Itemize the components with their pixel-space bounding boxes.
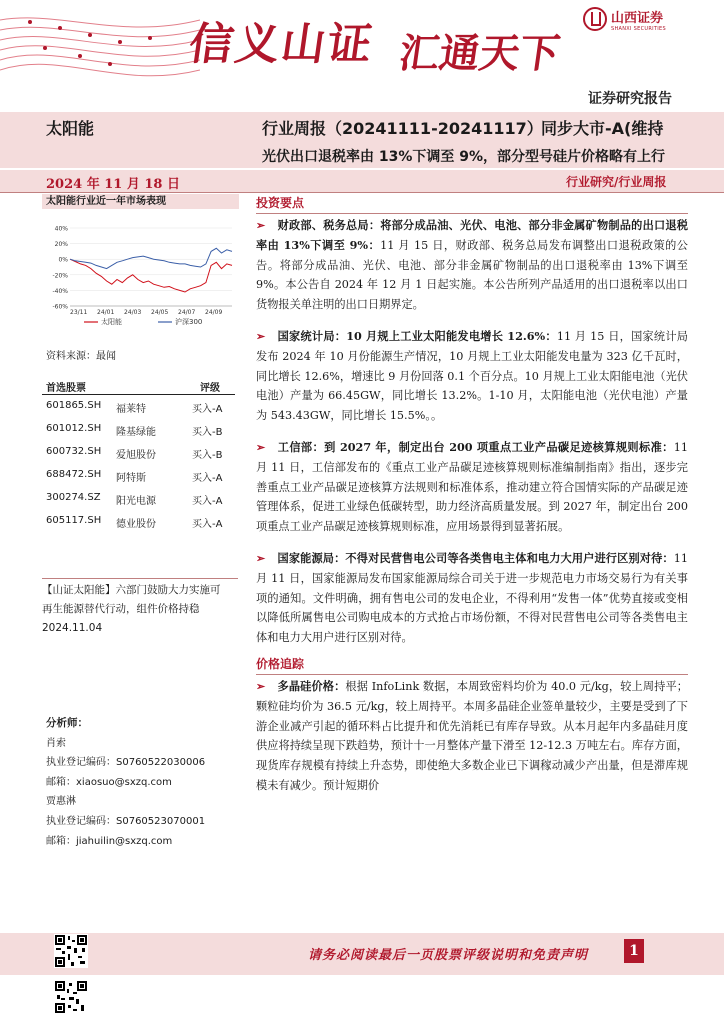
industry-name: 太阳能 [46,119,95,138]
stock-name: 爱旭股份 [116,450,156,461]
page-number: 1 [624,939,644,963]
weekly-title: 行业周报（20241111-20241117） [262,119,543,138]
qr-code-icon [54,980,88,1014]
point-4-bold: 国家能源局：不得对民营售电公司等各类售电主体和电力大用户进行区别对待： [277,550,674,565]
analyst2-name: 贾惠淋 [46,796,76,808]
stocks-header-rating: 评级 [200,383,220,394]
analysts-title: 分析师： [46,717,88,729]
table-row [42,487,235,510]
series-line-csi300 [70,248,232,268]
stock-code: 601012.SH [46,423,102,434]
stock-rating: 买入-A [192,496,223,507]
y-tick-label: -40% [52,287,68,295]
analyst2-cert: 执业登记编码：S0760523070001 [46,815,206,827]
point-2-bold: 国家统计局：10 月规上工业太阳能发电增长 12.6%： [277,328,557,343]
stocks-header-stock: 首选股票 [46,383,86,394]
triangle-bullet-icon: ➢ [256,439,266,454]
stock-name: 隆基绿能 [116,427,156,438]
stock-name: 阿特斯 [116,473,146,484]
x-tick-label: 24/07 [178,309,196,316]
y-tick-label: 20% [54,241,68,249]
report-date: 2024 年 11 月 18 日 [46,177,180,192]
slogan-right: 汇通天下 [396,30,563,77]
table-row [42,395,235,418]
triangle-bullet-icon: ➢ [256,678,266,693]
point-2 [256,327,688,426]
table-row [42,441,235,464]
performance-chart [44,222,236,332]
point-4 [256,549,688,648]
data-source: 资料来源：最闻 [46,351,116,362]
y-tick-label: -20% [52,272,68,280]
stock-code: 600732.SH [46,446,102,457]
stock-rating: 买入-B [192,427,223,438]
point-3-text: 11 月 11 日，工信部发布的《重点工业产品碳足迹核算规则标准编制指南》指出，逐步完善重点工业产品碳足迹核算方法规则和标准体系，推动建立符合国情实际的产品碳足迹管理体系，促进工业绿色低碳转型，助力经济高质量发展。到 2027 年，制定出台 200 项重点工业产品碳足迹核算规则标准，应用场景得到显著拓展。 [256,440,688,534]
table-row [42,418,235,441]
table-row [42,510,235,533]
stock-rating: 买入-A [192,519,223,530]
x-tick-label: 23/11 [70,309,88,316]
section-price-tracking: 价格追踪 [256,654,688,675]
analyst1-cert: 执业登记编码：S0760522030006 [46,757,206,769]
stock-code: 300274.SZ [46,492,101,503]
stock-code: 688472.SH [46,469,102,480]
stock-code: 601865.SH [46,400,102,411]
point-4-text: 11 月 11 日，国家能源局发布国家能源局综合司关于进一步规范电力市场交易行为有关事项的通知。文件明确，拥有售电公司的发电企业，不得利用“发售一体”优势直接或变相以降低所属售电公司购电成本的方式抢占市场份额，不得对民营售电公司等各类售电主体和电力大用户进行区别对待。 [256,551,688,645]
point-5 [256,677,688,796]
logo-en-text: SHANXI SECURITIES [611,25,666,32]
stock-name: 德业股份 [116,519,156,530]
related-reports [42,578,238,638]
analysts-block [46,714,236,851]
triangle-bullet-icon: ➢ [256,328,266,343]
related-report-date: 2024.11.04 [42,622,103,634]
legend-label: 太阳能 [101,318,122,326]
x-tick-label: 24/05 [151,309,169,316]
related-report-line2[interactable]: 再生能源替代行动，组件价格持稳 [42,603,200,615]
main-content [256,193,688,796]
point-3 [256,438,688,537]
report-category: 行业研究/行业周报 [566,175,667,189]
x-tick-label: 24/09 [205,309,223,316]
legend-label: 沪深300 [175,318,203,326]
analyst2-email[interactable]: 邮箱：jiahuilin@sxzq.com [46,835,173,847]
table-row [42,464,235,487]
slogan-left: 信义山证 [185,19,377,70]
decorative-lines [0,0,200,112]
stocks-header [42,378,235,395]
stock-name: 阳光电源 [116,496,156,507]
stock-rating: 买入-B [192,450,223,461]
stock-code: 605117.SH [46,515,102,526]
logo-cn-text: 山西证券 [611,10,664,26]
stock-rating: 买入-A [192,473,223,484]
triangle-bullet-icon: ➢ [256,218,266,232]
qr-code-icon [54,934,88,968]
y-tick-label: -60% [52,303,68,311]
report-type: 证券研究报告 [588,91,672,107]
stock-name: 福莱特 [116,404,146,415]
point-5-text: 根据 InfoLink 数据，本周致密料均价为 40.0 元/kg，较上周持平；颗粒硅均价为 36.5 元/kg，较上周持平。本周多晶硅企业签单量较少，主要是受到了下游企业减产引起的循环料占比提升和优先消耗已有库存导致。从本月起年内多晶硅月度供应将持续呈现下跌趋势，预计十一月整体产量下滑至 12-12.3 万吨左右。库存方面，现货库存规模有持续上升态势，即使绝大多数企业已下调稼动减少产出量，但是滞库规模未有减少。预计短期价 [256,679,688,792]
point-1-text: 11 月 15 日，财政部、税务总局发布调整出口退税政策的公告。将部分成品油、光伏、电池、部分非金属矿物制品的出口退税率由 13%下调至 9%。本公告自 2024 年 12 月 1 日起实施。本公告所列产品适用的出口退税率以出口货物报关单注明的出口日期界定。 [256,238,688,312]
point-1-bold: 财政部、税务总局：将部分成品油、光伏、电池、部分非金属矿物制品的出口退税率由 13%下调至 9%： [256,218,688,252]
y-tick-label: 0% [58,256,68,264]
point-3-bold: 工信部：到 2027 年，制定出台 200 项重点工业产品碳足迹核算规则标准： [277,439,674,454]
related-report-line1[interactable]: 【山证太阳能】六部门鼓励大力实施可 [42,584,221,596]
analyst1-name: 肖索 [46,737,66,749]
preferred-stocks-table [42,378,235,533]
report-subtitle: 光伏出口退税率由 13%下调至 9%，部分型号硅片价格略有上行 [262,149,666,165]
analyst1-email[interactable]: 邮箱：xiaosuo@sxzq.com [46,776,172,788]
point-5-bold: 多晶硅价格： [277,678,346,693]
company-logo [583,6,666,32]
logo-icon [583,7,607,31]
x-tick-label: 24/01 [97,309,115,316]
x-tick-label: 24/03 [124,309,142,316]
y-tick-label: 40% [54,225,68,233]
stock-rating: 买入-A [192,404,223,415]
chart-title: 太阳能行业近一年市场表现 [42,194,239,209]
section-investment-points: 投资要点 [256,193,688,214]
industry-rating: 同步大市-A(维持 [541,119,664,138]
footer-disclaimer: 请务必阅读最后一页股票评级说明和免责声明 [308,948,589,963]
point-1 [256,216,688,315]
point-2-text: 11 月 15 日，国家统计局发布 2024 年 10 月份能源生产情况，10 月规上工业太阳能发电量为 323 亿千瓦时，同比增长 12.6%，增速比 9 月份回落 0.1 个百分点。10 月规上工业太阳能电池（光伏电池）产量为 66.45GW，同比增长 13.2%。1-10 月，太阳能电池（光伏电池）产量为 543.43GW，同比增长 15.5%。。 [256,329,688,423]
triangle-bullet-icon: ➢ [256,550,266,565]
